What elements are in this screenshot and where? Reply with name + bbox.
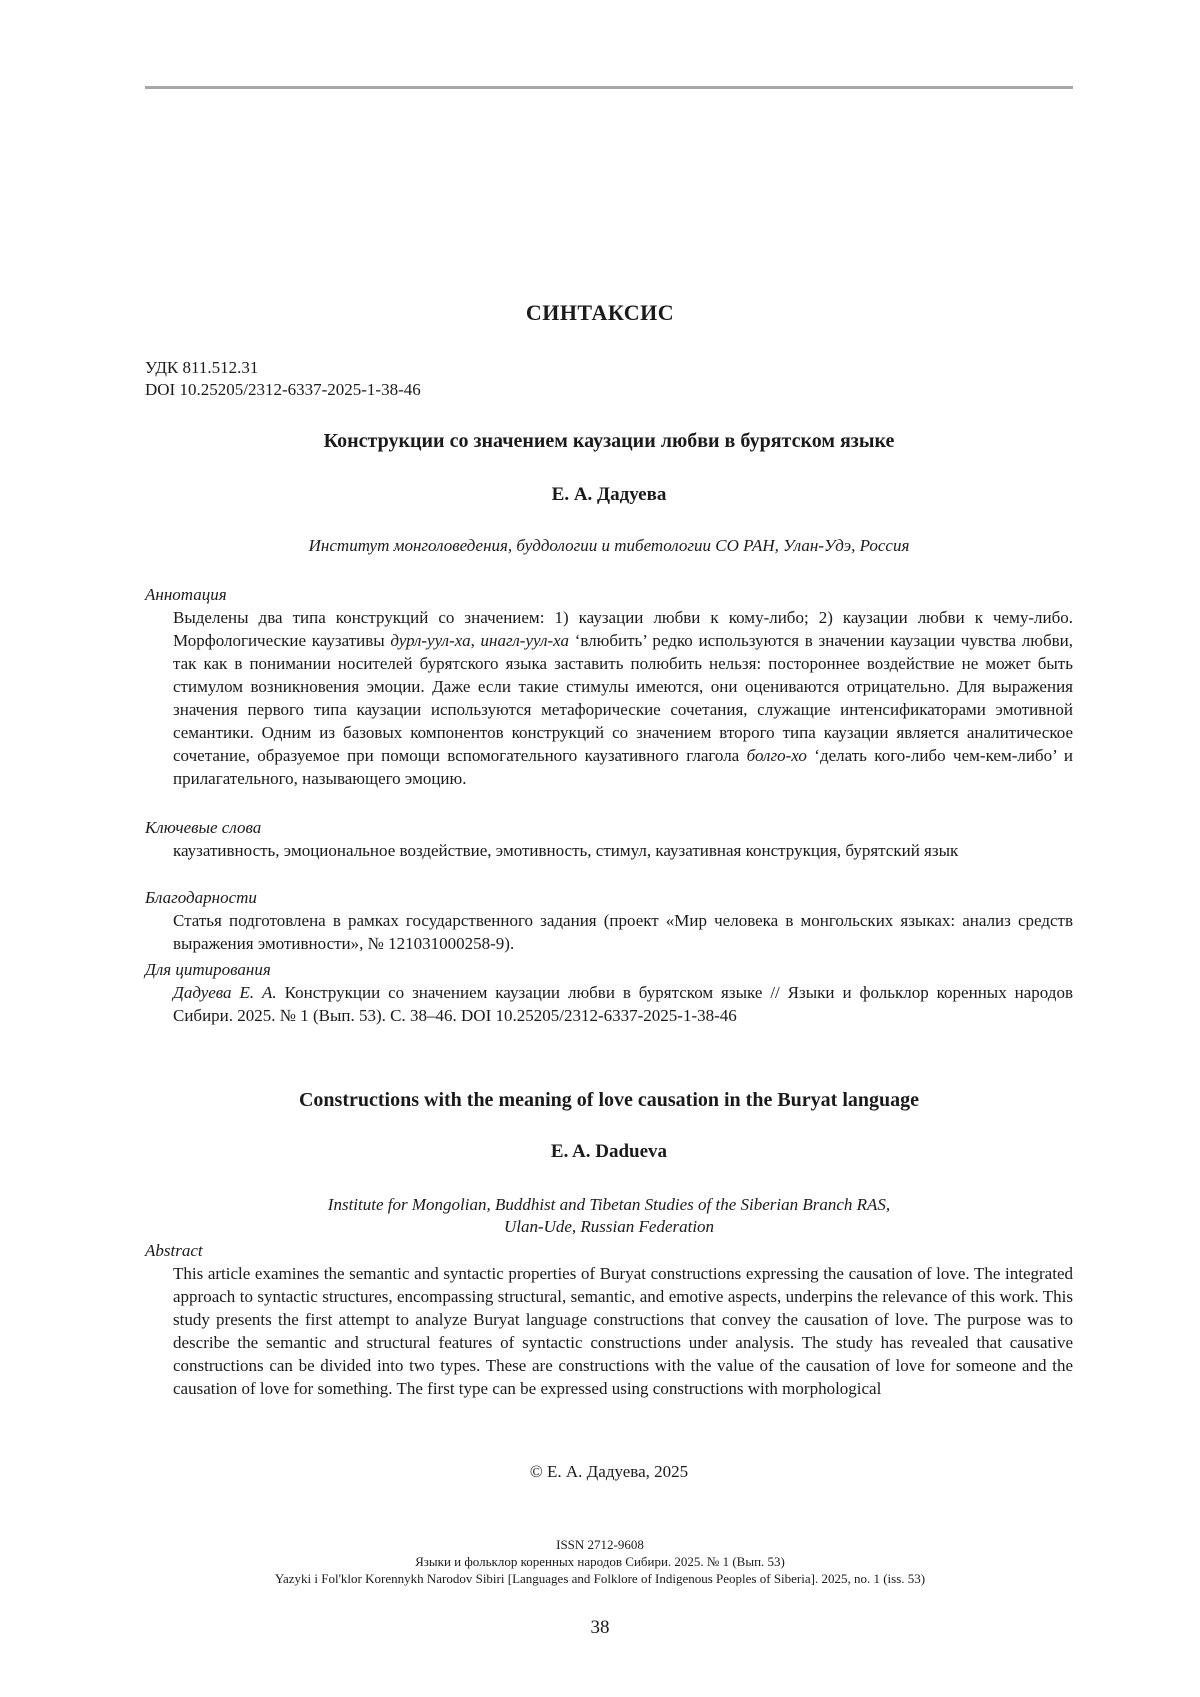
keywords-ru-block (145, 817, 1073, 862)
abstract-en-block (145, 1240, 1073, 1400)
footer-journal-ru: Языки и фольклор коренных народов Сибири. 2025. № 1 (Вып. 53) (415, 1554, 785, 1569)
doi: DOI 10.25205/2312-6337-2025-1-38-46 (145, 380, 421, 399)
acknowledgements-text: Статья подготовлена в рамках государственного задания (проект «Мир человека в монгольских языках: анализ средств выражения эмотивности», № 121031000258-9). (173, 911, 1073, 953)
abstract-en-label: Abstract (145, 1241, 203, 1260)
term-bolgo-kho: болго-хо (746, 746, 807, 765)
section-heading: СИНТАКСИС (525, 300, 675, 325)
citation-label: Для цитирования (145, 960, 271, 979)
author-en: E. A. Dadueva (550, 1141, 668, 1162)
article-title-en: Constructions with the meaning of love causation in the Buryat language (298, 1089, 920, 1111)
term-inagl-uul-kha: инагл-уул-ха (480, 631, 569, 650)
citation-author: Дадуева Е. А. (173, 983, 277, 1002)
abstract-en-text: This article examines the semantic and syntactic properties of Buryat constructions expressing the causation of love. The integrated approach to syntactic structures, encompassing structural, semantic, and emotive aspects, underpins the relevance of this work. This study presents the first attempt to analyze Buryat language constructions that convey the causation of love. The purpose was to describe the semantic and structural features of syntactic constructions under analysis. The study has revealed that causative constructions can be divided into two types. These are constructions with the value of the causation of love for someone and the causation of love for something. The first type can be expressed using constructions with morphological (173, 1264, 1073, 1398)
abstract-ru-label: Аннотация (145, 585, 227, 604)
abstract-ru-block (145, 584, 1073, 790)
citation-text: Дадуева Е. А. Конструкции со значением каузации любви в бурятском языке // Языки и фольклор коренных народов Сибири. 2025. № 1 (Вып. 53). С. 38–46. DOI 10.25205/2312-6337-2025-1-38-46 (173, 983, 1073, 1025)
acknowledgements-block (145, 887, 1073, 955)
article-title-ru: Конструкции со значением каузации любви в бурятском языке (323, 430, 895, 452)
abstract-ru-text: Выделены два типа конструкций со значением: 1) каузации любви к кому-либо; 2) каузации любви к чему-либо. Морфологические каузативы дурл-уул-ха, инагл-уул-ха ‘влюбить’ редко используются в значении каузации чувства любви, так как в понимании носителей бурятского языка заставить полюбить нельзя: постороннее воздействие не может быть стимулом возникновения эмоции. Даже если такие стимулы имеются, они оцениваются отрицательно. Для выражения значения первого типа каузации используются метафорические сочетания, служащие интенсификаторами эмотивной семантики. Одним из базовых компонентов конструкций со значением второго типа каузации является аналитическое сочетание, образуемое при помощи вспомогательного каузативного глагола болго-хо ‘делать кого-либо чем-кем-либо’ и прилагательного, называющего эмоцию. (173, 608, 1073, 788)
keywords-ru-text: каузативность, эмоциональное воздействие, эмотивность, стимул, каузативная конструкция, бурятский язык (173, 841, 959, 860)
udk-code: УДК 811.512.31 (145, 358, 259, 377)
keywords-ru-label: Ключевые слова (145, 818, 262, 837)
header-rule (145, 86, 1073, 89)
author-ru: Е. А. Дадуева (551, 484, 667, 505)
citation-block (145, 959, 1073, 1027)
footer-journal-en: Yazyki i Fol'klor Korennykh Narodov Sibiri [Languages and Folklore of Indigenous Peoples of Siberia]. 2025, no. 1 (iss. 53) (274, 1571, 926, 1586)
affiliation-ru: Институт монголоведения, буддологии и тибетологии СО РАН, Улан-Удэ, Россия (308, 536, 910, 555)
page-number: 38 (590, 1617, 610, 1638)
term-durl-uul-kha: дурл-уул-ха (390, 631, 471, 650)
acknowledgements-label: Благодарности (145, 888, 257, 907)
footer-issn: ISSN 2712-9608 (556, 1537, 644, 1552)
copyright: © Е. А. Дадуева, 2025 (529, 1462, 689, 1481)
affiliation-en: Institute for Mongolian, Buddhist and Tibetan Studies of the Siberian Branch RAS, Ulan-Ude, Russian Federation (327, 1195, 891, 1236)
